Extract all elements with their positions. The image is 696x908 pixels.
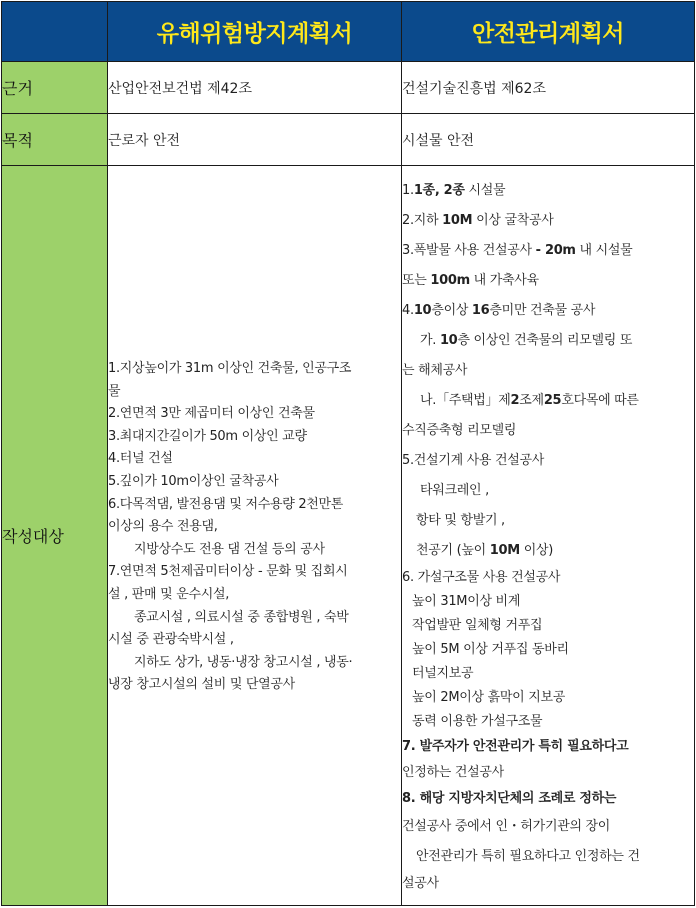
purpose-row xyxy=(2,114,695,166)
list-item: 시설 중 관광숙박시설 , xyxy=(108,632,234,648)
list-item: 4.터널 건설 xyxy=(108,451,173,467)
target-col2 xyxy=(402,166,695,906)
purpose-col2: 시설물 안전 xyxy=(402,114,695,166)
list-item: 7.연면적 5천제곱미터이상 - 문화 및 집회시 xyxy=(108,564,348,580)
list-item: 항타 및 항발기 , xyxy=(416,513,505,528)
purpose-col1: 근로자 안전 xyxy=(108,114,402,166)
purpose-label: 목적 xyxy=(2,114,108,166)
list-item: 2.연면적 3만 제곱미터 이상인 건축물 xyxy=(108,406,315,422)
list-item: 3.폭발물 사용 건설공사 - 20m 내 시설물 xyxy=(402,243,633,258)
list-item: 수직증축형 리모델링 xyxy=(402,423,517,438)
list-item: 지하도 상가, 냉동·냉장 창고시설 , 냉동· xyxy=(134,654,353,670)
list-item: 5.깊이가 10m이상인 굴착공사 xyxy=(108,473,279,489)
list-item: 냉장 창고시설의 설비 및 단열공사 xyxy=(108,677,295,693)
basis-label: 근거 xyxy=(2,62,108,114)
list-item: 이상의 용수 전용댐, xyxy=(108,519,218,535)
target-col1 xyxy=(108,166,402,906)
list-item: 6.다목적댐, 발전용댐 및 저수용량 2천만톤 xyxy=(108,496,344,512)
basis-col2: 건설기술진흥법 제62조 xyxy=(402,62,695,114)
list-item: 6. 가설구조물 사용 건설공사 xyxy=(402,570,561,585)
list-item: 타워크레인 , xyxy=(420,483,489,498)
list-item: 는 해체공사 xyxy=(402,363,468,378)
list-item: 8. 해당 지방자치단체의 조례로 정하는 xyxy=(402,791,617,806)
list-item: 높이 5M 이상 거푸집 동바리 xyxy=(412,642,569,657)
list-item: 또는 100m 내 가축사육 xyxy=(402,273,539,288)
target-col2-list xyxy=(402,176,694,896)
basis-row xyxy=(2,62,695,114)
list-item: 높이 2M이상 흙막이 지보공 xyxy=(412,690,565,705)
list-item: 4.10층이상 16층미만 건축물 공사 xyxy=(402,303,596,318)
target-col1-list xyxy=(108,358,401,697)
list-item: 설공사 xyxy=(402,876,439,891)
list-item: 가. 10층 이상인 건축물의 리모델링 또 xyxy=(420,333,633,348)
list-item: 안전관리가 특히 필요하다고 인정하는 건 xyxy=(416,849,640,864)
list-item: 물 xyxy=(108,383,121,399)
list-item: 종교시설 , 의료시설 중 종합병원 , 숙박 xyxy=(134,609,349,625)
list-item: 인정하는 건설공사 xyxy=(402,765,504,780)
target-row xyxy=(2,166,695,906)
list-item: 천공기 (높이 10M 이상) xyxy=(416,543,553,558)
header-row xyxy=(2,2,695,62)
list-item: 1.1종, 2종 시설물 xyxy=(402,183,506,198)
list-item: 나.「주택법」제2조제25호다목에 따른 xyxy=(420,393,639,408)
list-item: 터널지보공 xyxy=(412,666,474,681)
list-item: 지방상수도 전용 댐 건설 등의 공사 xyxy=(134,541,325,557)
list-item: 작업발판 일체형 거푸집 xyxy=(412,618,543,633)
header-safety-management-plan: 안전관리계획서 xyxy=(402,2,695,62)
list-item: 2.지하 10M 이상 굴착공사 xyxy=(402,213,554,228)
list-item: 설 , 판매 및 운수시설, xyxy=(108,586,230,602)
list-item: 3.최대지간길이가 50m 이상인 교량 xyxy=(108,428,307,444)
header-risk-prevention-plan: 유해위험방지계획서 xyxy=(108,2,402,62)
header-corner-cell xyxy=(2,2,108,62)
list-item: 5.건설기계 사용 건설공사 xyxy=(402,453,545,468)
target-label: 작성대상 xyxy=(2,166,108,906)
list-item: 건설공사 중에서 인・허가기관의 장이 xyxy=(402,819,611,834)
list-item: 1.지상높이가 31m 이상인 건축물, 인공구조 xyxy=(108,361,352,376)
list-item: 7. 발주자가 안전관리가 특히 필요하다고 xyxy=(402,739,629,754)
basis-col1: 산업안전보건법 제42조 xyxy=(108,62,402,114)
list-item: 높이 31M이상 비계 xyxy=(412,594,521,609)
list-item: 동력 이용한 가설구조물 xyxy=(412,714,543,729)
comparison-table xyxy=(1,1,695,906)
